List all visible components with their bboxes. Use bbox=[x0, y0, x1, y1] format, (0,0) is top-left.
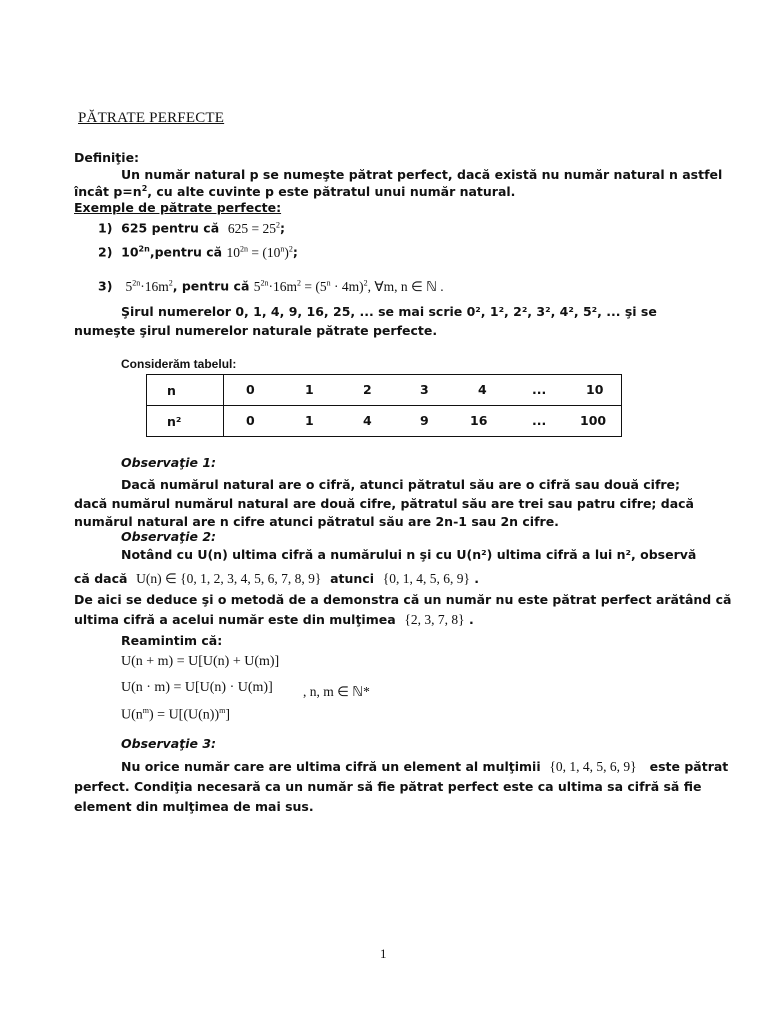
observation-2-heading: Observaţie 2: bbox=[121, 529, 217, 544]
observation-1-heading: Observaţie 1: bbox=[121, 455, 217, 470]
formula-power: $U(n^m) = U[(U(n))^m]$ bbox=[121, 706, 231, 723]
observation-3-heading: Observaţie 3: bbox=[121, 736, 217, 751]
table-cell: 16 bbox=[470, 413, 488, 428]
examples-heading: Exemple de pătrate perfecte: bbox=[74, 200, 282, 215]
table-cell: 0 bbox=[246, 413, 255, 428]
table-cell: 2 bbox=[363, 382, 372, 397]
observation-1-line-2: dacă numărul numărul natural are două cifre, pătratul său are trei sau patru cifre; dacă bbox=[74, 496, 694, 511]
table-cell: 3 bbox=[420, 382, 429, 397]
table-cell: 100 bbox=[580, 413, 607, 428]
table-cell: 4 bbox=[478, 382, 487, 397]
squares-table bbox=[146, 374, 622, 437]
observation-1-line-1: Dacă numărul natural are o cifră, atunci pătratul său are o cifră sau două cifre; bbox=[121, 477, 681, 492]
observation-2-line-3: De aici se deduce şi o metodă de a demonstra că un număr nu este pătrat perfect arătând că bbox=[74, 592, 732, 607]
observation-3-line-2: perfect. Condiţia necesară ca un număr să fie pătrat perfect este ca ultima sa cifră să fie bbox=[74, 779, 702, 794]
observation-3-line-1: Nu orice număr care are ultima cifră un element al mulţimii {0, 1, 4, 5, 6, 9} este pătrat bbox=[121, 759, 729, 774]
table-cell: 1 bbox=[305, 382, 314, 397]
observation-1-line-3: numărul natural are n cifre atunci pătratul său are 2n-1 sau 2n cifre. bbox=[74, 514, 559, 529]
table-cell: ... bbox=[532, 382, 547, 397]
sirul-line-2: numeşte şirul numerelor naturale pătrate perfecte. bbox=[74, 323, 438, 338]
reamintim-label: Reamintim că: bbox=[121, 633, 223, 648]
formula-condition: , n, m ∈ ℕ* bbox=[303, 684, 370, 699]
table-cell: 1 bbox=[305, 413, 314, 428]
definition-line-1: Un număr natural p se numeşte pătrat perfect, dacă există nu număr natural n astfel bbox=[121, 167, 723, 182]
observation-2-line-1: Notând cu U(n) ultima cifră a numărului n şi cu U(n²) ultima cifră a lui n², observă bbox=[121, 547, 697, 562]
example-3: 3) $5^{2n}\cdot 16m^2$, pentru că $5^{2n}\cdot 16m^2 = (5^n \cdot 4m)^2$, ∀m, n ∈ ℕ . bbox=[98, 278, 444, 294]
table-row bbox=[147, 406, 622, 437]
observation-3-line-3: element din mulţimea de mai sus. bbox=[74, 799, 314, 814]
formula-product: U(n · m) = U[U(n) · U(m)] bbox=[121, 680, 273, 695]
example-2: 2) $10^{2n},pentru$ că $10^{2n} = (10^n)^2$; bbox=[98, 244, 298, 260]
page-number: 1 bbox=[380, 946, 387, 961]
definition-heading: Definiţie: bbox=[74, 150, 140, 165]
sirul-line-1: Şirul numerelor 0, 1, 4, 9, 16, 25, ... se mai scrie 0², 1², 2², 3², 4², 5², ... şi se bbox=[121, 304, 657, 319]
observation-2-line-2: că dacă U(n) ∈ {0, 1, 2, 3, 4, 5, 6, 7, 8, 9} atunci {0, 1, 4, 5, 6, 9} . bbox=[74, 571, 480, 586]
page-title: PĂTRATE PERFECTE bbox=[78, 110, 225, 126]
example-1: 1) 625 pentru că $625 = 25^2$; bbox=[98, 220, 285, 236]
table-caption: Considerăm tabelul: bbox=[121, 357, 237, 371]
table-cell: 10 bbox=[586, 382, 604, 397]
table-header-n: n bbox=[147, 375, 224, 406]
table-header-n-squared: n² bbox=[147, 406, 224, 437]
formula-sum: U(n + m) = U[U(n) + U(m)] bbox=[121, 654, 280, 669]
table-cell: ... bbox=[532, 413, 547, 428]
observation-2-line-4: ultima cifră a acelui număr este din mulţimea {2, 3, 7, 8} . bbox=[74, 612, 474, 627]
table-cell: 9 bbox=[420, 413, 429, 428]
definition-line-2: încât $p=n^2$, cu alte cuvinte p este pătratul unui număr natural. bbox=[74, 184, 516, 200]
table-cell: 0 bbox=[246, 382, 255, 397]
table-row bbox=[147, 375, 622, 406]
table-cell: 4 bbox=[363, 413, 372, 428]
